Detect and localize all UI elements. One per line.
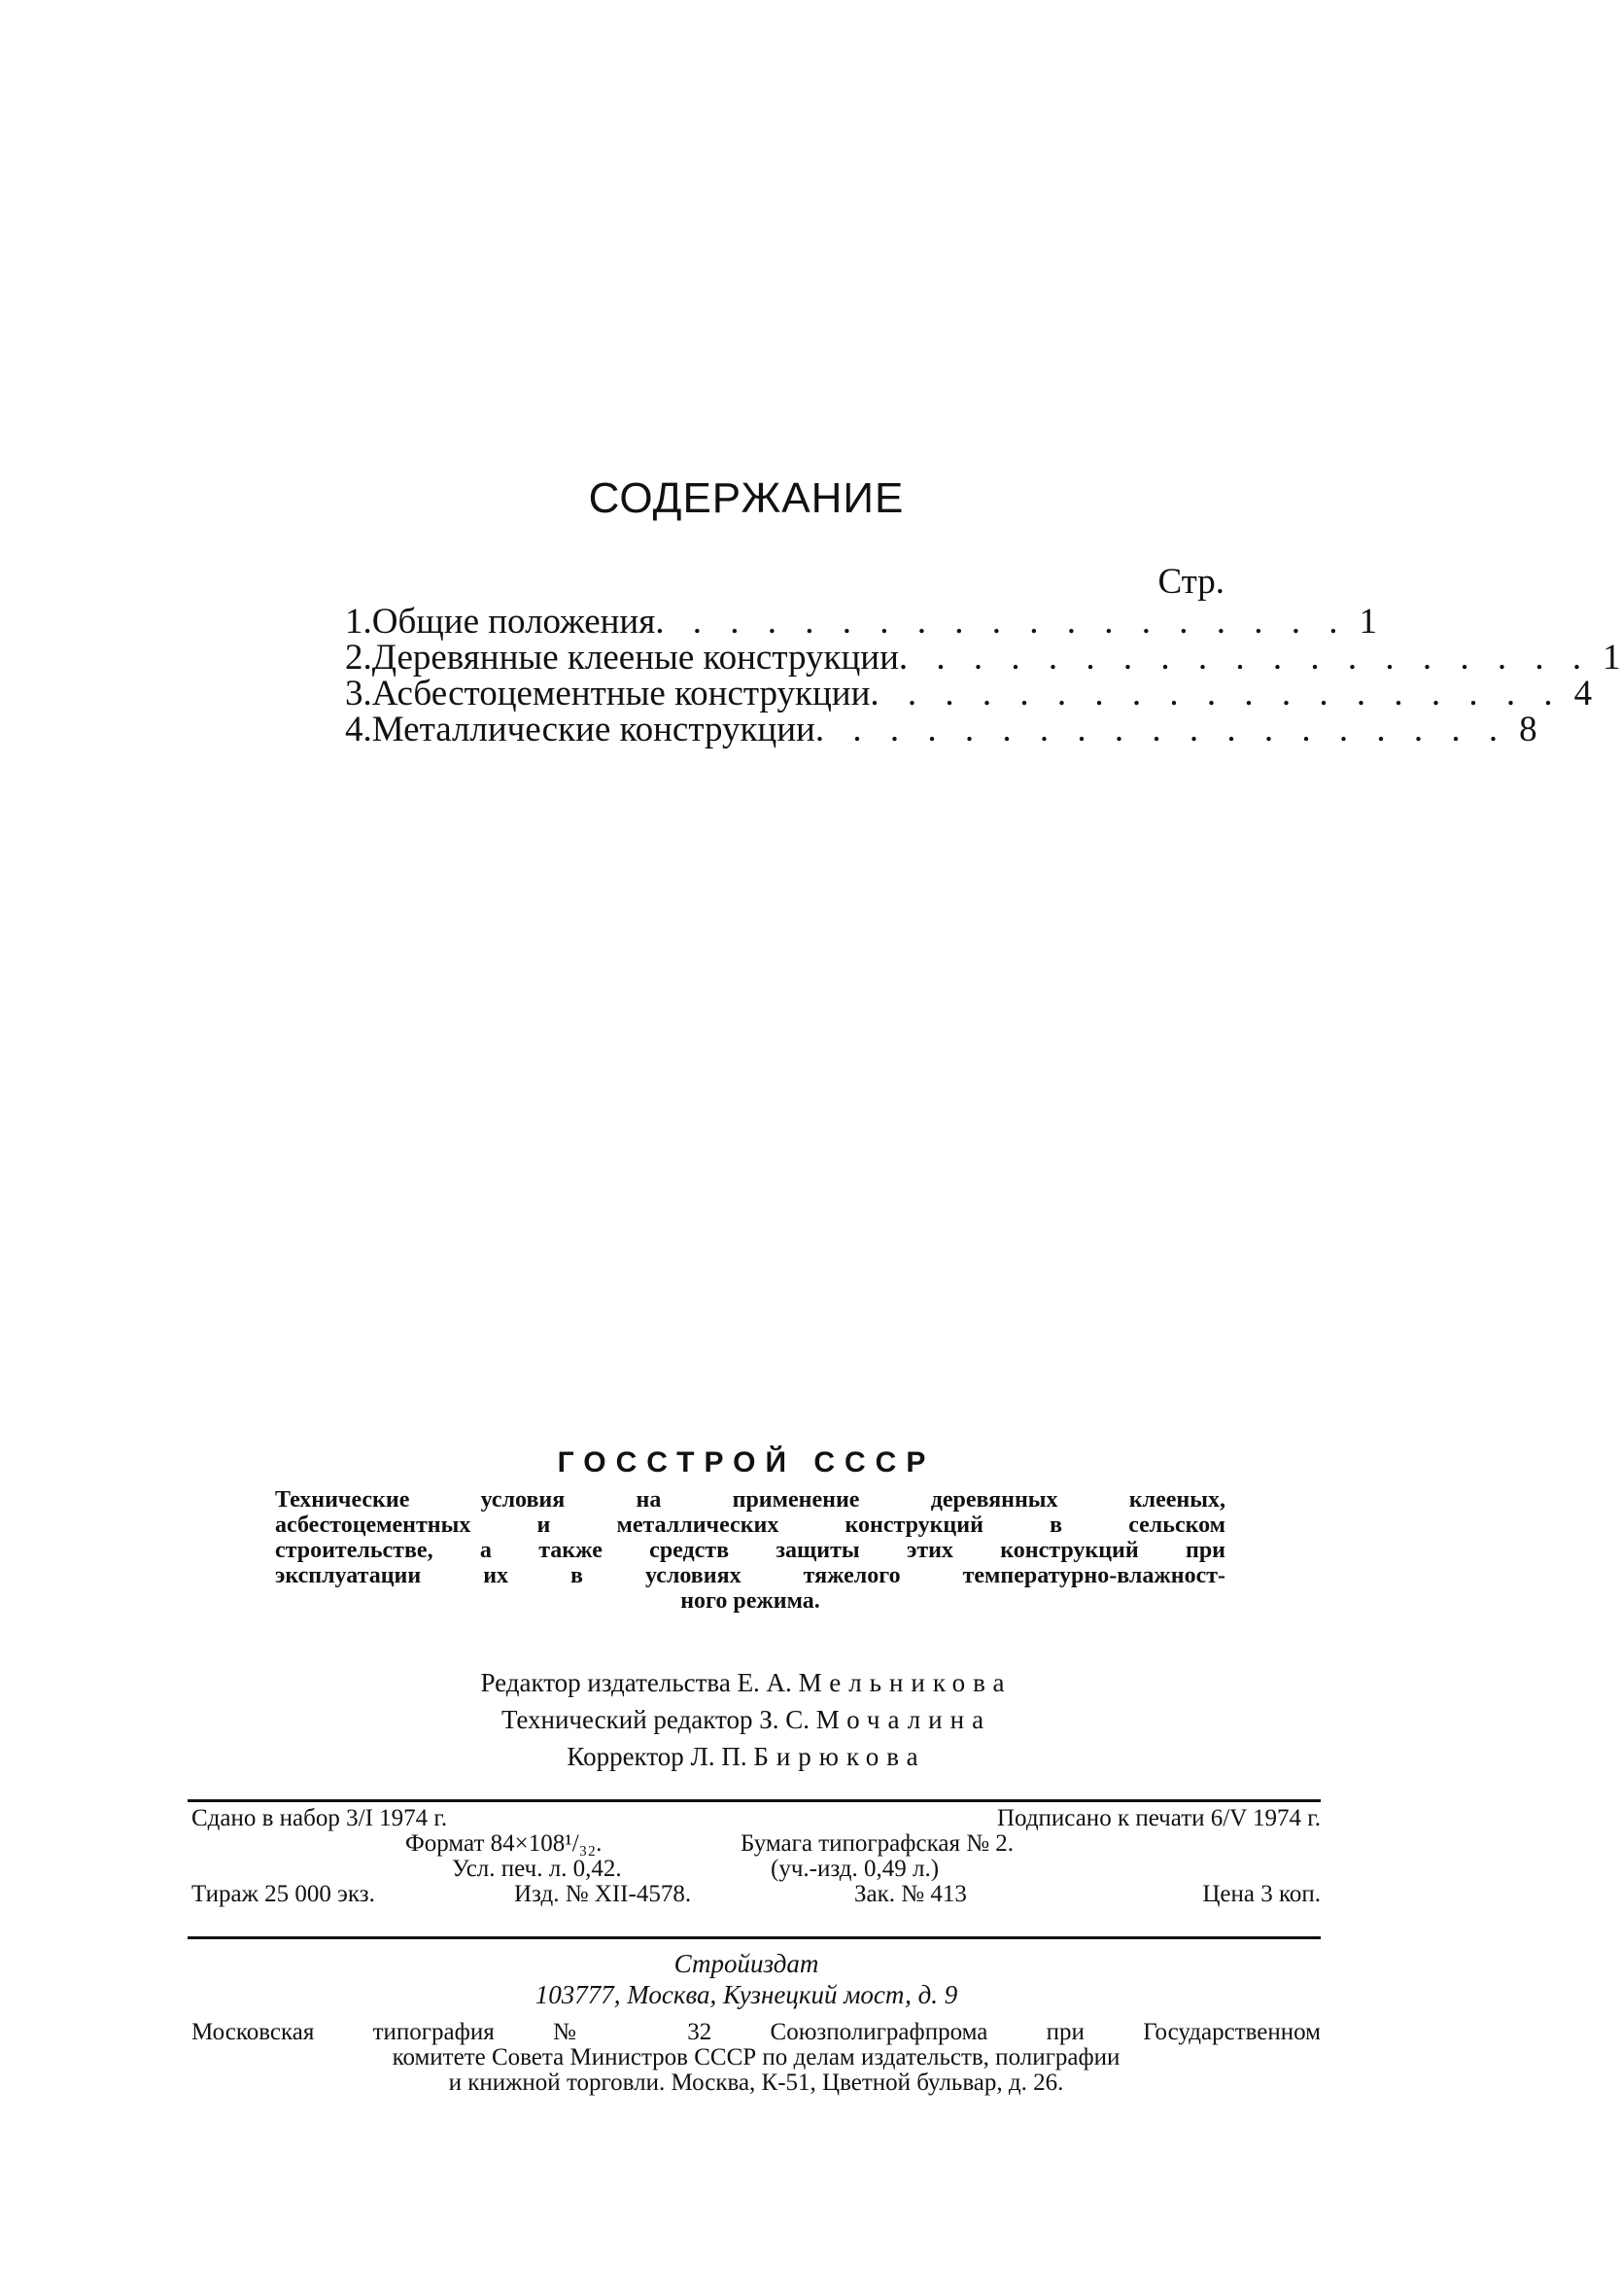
- toc-leader-dots: . . . . . . . . . . . . . . . . . . .: [870, 674, 1563, 713]
- toc-item: [345, 674, 1593, 713]
- organization-heading: ГОССТРОЙ СССР: [557, 1446, 936, 1478]
- imprint-row: [191, 1831, 1321, 1857]
- credit-name: Бирюкова: [753, 1742, 926, 1771]
- imprint-edit-sheets: (уч.-изд. 0,49 л.): [771, 1856, 940, 1882]
- printer-line: Московская типография № 32 Союзполиграфпрома при Государственном: [191, 2019, 1321, 2045]
- credit-role: Редактор издательства Е. А.: [480, 1668, 792, 1697]
- credit-name: Мочалина: [815, 1705, 992, 1734]
- credit-line: [0, 1701, 1493, 1738]
- toc-item-title: Асбестоцементные конструкции: [371, 674, 871, 713]
- description-line: строительстве, а также средств защиты этих конструкций при: [275, 1538, 1225, 1563]
- toc-item-number: 4.: [345, 710, 372, 749]
- imprint-price: Цена 3 коп.: [1202, 1881, 1321, 1907]
- credit-line: [0, 1664, 1493, 1701]
- toc-page-header: Стр.: [1157, 562, 1224, 602]
- imprint-edition-no: Изд. № XII-4578.: [514, 1881, 692, 1907]
- description-line: Технические условия на применение деревянных клееных,: [275, 1487, 1225, 1513]
- toc-item-page: 8: [1519, 710, 1537, 749]
- imprint-row: [191, 1806, 1321, 1831]
- divider-bottom: [188, 1936, 1321, 1939]
- toc-leader-dots: . . . . . . . . . . . . . . . . . . .: [655, 602, 1348, 642]
- imprint-row: [191, 1882, 1321, 1907]
- table-of-contents: [345, 562, 1621, 749]
- credit-line: [0, 1738, 1493, 1775]
- imprint-order-no: Зак. № 413: [854, 1881, 967, 1907]
- imprint-format: Формат 84×108¹/₃₂.: [405, 1830, 603, 1857]
- toc-item-number: 1.: [345, 602, 372, 642]
- publisher-address: 103777, Москва, Кузнецкий мост, д. 9: [535, 1980, 958, 2009]
- credit-role: Корректор Л. П.: [567, 1742, 747, 1771]
- book-description: [275, 1487, 1225, 1614]
- credit-name: Мельникова: [798, 1668, 1013, 1697]
- toc-item-number: 3.: [345, 674, 372, 713]
- contents-title: СОДЕРЖАНИЕ: [588, 474, 905, 522]
- imprint-paper: Бумага типографская № 2.: [741, 1830, 1015, 1857]
- imprint-block: [191, 1806, 1321, 1907]
- toc-item: [345, 710, 1537, 749]
- divider-top: [188, 1799, 1321, 1802]
- imprint-row: [191, 1857, 1321, 1882]
- publisher: [0, 1948, 1493, 2010]
- toc-item: [345, 602, 1377, 642]
- toc-item-number: 2.: [345, 638, 372, 678]
- toc-item-title: Металлические конструкции: [371, 710, 815, 749]
- printer-line: комитете Совета Министров СССР по делам издательств, полиграфии: [392, 2044, 1121, 2070]
- credit-role: Технический редактор З. С.: [500, 1705, 810, 1734]
- description-line: асбестоцементных и металлических конструкций в сельском: [275, 1513, 1225, 1538]
- publisher-name: Стройиздат: [673, 1949, 819, 1978]
- toc-item: [345, 638, 1621, 678]
- printer-line: и книжной торговли. Москва, К-51, Цветной бульвар, д. 26.: [448, 2070, 1064, 2096]
- description-line: эксплуатации их в условиях тяжелого температурно-влажност-: [275, 1563, 1225, 1588]
- toc-item-page: 1: [1603, 638, 1621, 678]
- printer-info: [191, 2020, 1321, 2096]
- toc-item-title: Общие положения: [371, 602, 656, 642]
- toc-leader-dots: . . . . . . . . . . . . . . . . . . .: [814, 710, 1508, 749]
- toc-item-page: 4: [1573, 674, 1593, 713]
- toc-leader-dots: . . . . . . . . . . . . . . . . . . .: [898, 638, 1592, 678]
- toc-item-page: 1: [1359, 602, 1377, 642]
- credits: [0, 1664, 1493, 1775]
- imprint-run: Тираж 25 000 экз.: [191, 1881, 375, 1907]
- imprint-print-sheets: Усл. печ. л. 0,42.: [452, 1856, 622, 1882]
- description-line: ного режима.: [680, 1588, 820, 1614]
- imprint-signed: Подписано к печати 6/V 1974 г.: [997, 1805, 1321, 1831]
- toc-item-title: Деревянные клееные конструкции: [371, 638, 899, 678]
- imprint-submitted: Сдано в набор 3/I 1974 г.: [191, 1805, 448, 1831]
